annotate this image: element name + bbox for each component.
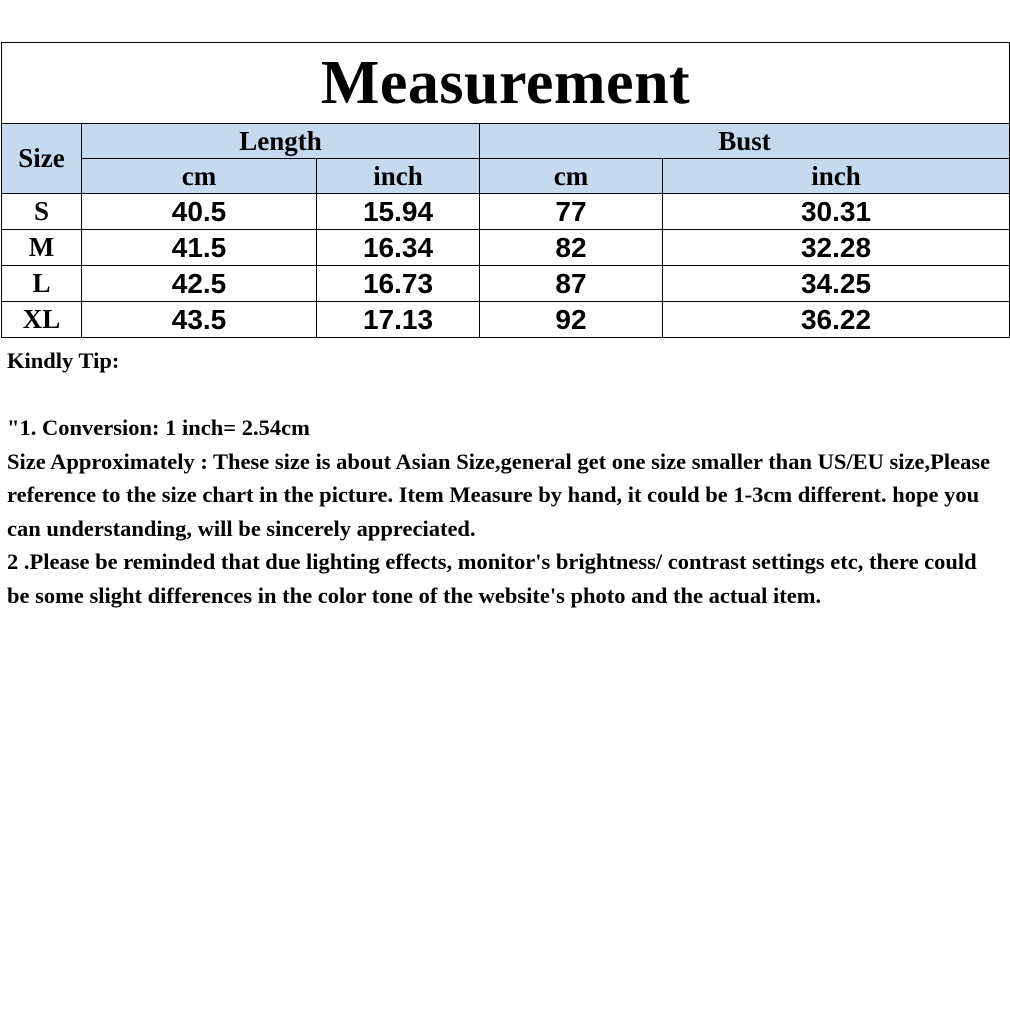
size-column-header: Size: [2, 124, 82, 194]
length-cm-value: 43.5: [82, 302, 317, 338]
bust-cm-value: 92: [480, 302, 663, 338]
length-inch-header: inch: [317, 159, 480, 194]
bust-cm-value: 77: [480, 194, 663, 230]
size-label: L: [2, 266, 82, 302]
bust-cm-header: cm: [480, 159, 663, 194]
table-row: [2, 194, 1010, 230]
size-label: M: [2, 230, 82, 266]
length-inch-value: 15.94: [317, 194, 480, 230]
bust-inch-value: 32.28: [663, 230, 1010, 266]
bust-cm-value: 87: [480, 266, 663, 302]
length-group-header: Length: [82, 124, 480, 159]
tip-heading: Kindly Tip:: [7, 348, 120, 373]
length-cm-header: cm: [82, 159, 317, 194]
bust-inch-value: 30.31: [663, 194, 1010, 230]
conversion-note: "1. Conversion: 1 inch= 2.54cm: [7, 415, 310, 440]
bust-cm-value: 82: [480, 230, 663, 266]
size-chart: [0, 42, 1010, 338]
length-cm-value: 42.5: [82, 266, 317, 302]
size-label: XL: [2, 302, 82, 338]
length-inch-value: 16.34: [317, 230, 480, 266]
length-cm-value: 41.5: [82, 230, 317, 266]
spacer: [7, 378, 997, 412]
bust-inch-header: inch: [663, 159, 1010, 194]
size-label: S: [2, 194, 82, 230]
length-cm-value: 40.5: [82, 194, 317, 230]
table-row: [2, 230, 1010, 266]
table-row: [2, 302, 1010, 338]
length-inch-value: 16.73: [317, 266, 480, 302]
color-reminder-note: 2 .Please be reminded that due lighting effects, monitor's brightness/ contrast settings etc, there could be some slight differences in the color tone of the website's photo and the actual item.: [7, 549, 977, 608]
bust-inch-value: 34.25: [663, 266, 1010, 302]
table-row: [2, 266, 1010, 302]
kindly-tip-notes: [7, 344, 997, 612]
bust-inch-value: 36.22: [663, 302, 1010, 338]
measurement-table: [1, 42, 1010, 338]
length-inch-value: 17.13: [317, 302, 480, 338]
table-title: Measurement: [2, 43, 1010, 124]
bust-group-header: Bust: [480, 124, 1010, 159]
size-approx-note: Size Approximately : These size is about Asian Size,general get one size smaller than US/EU size,Please reference to the size chart in the picture. Item Measure by hand, it could be 1-3cm different. hope you can understanding, will be sincerely appreciated.: [7, 448, 991, 541]
